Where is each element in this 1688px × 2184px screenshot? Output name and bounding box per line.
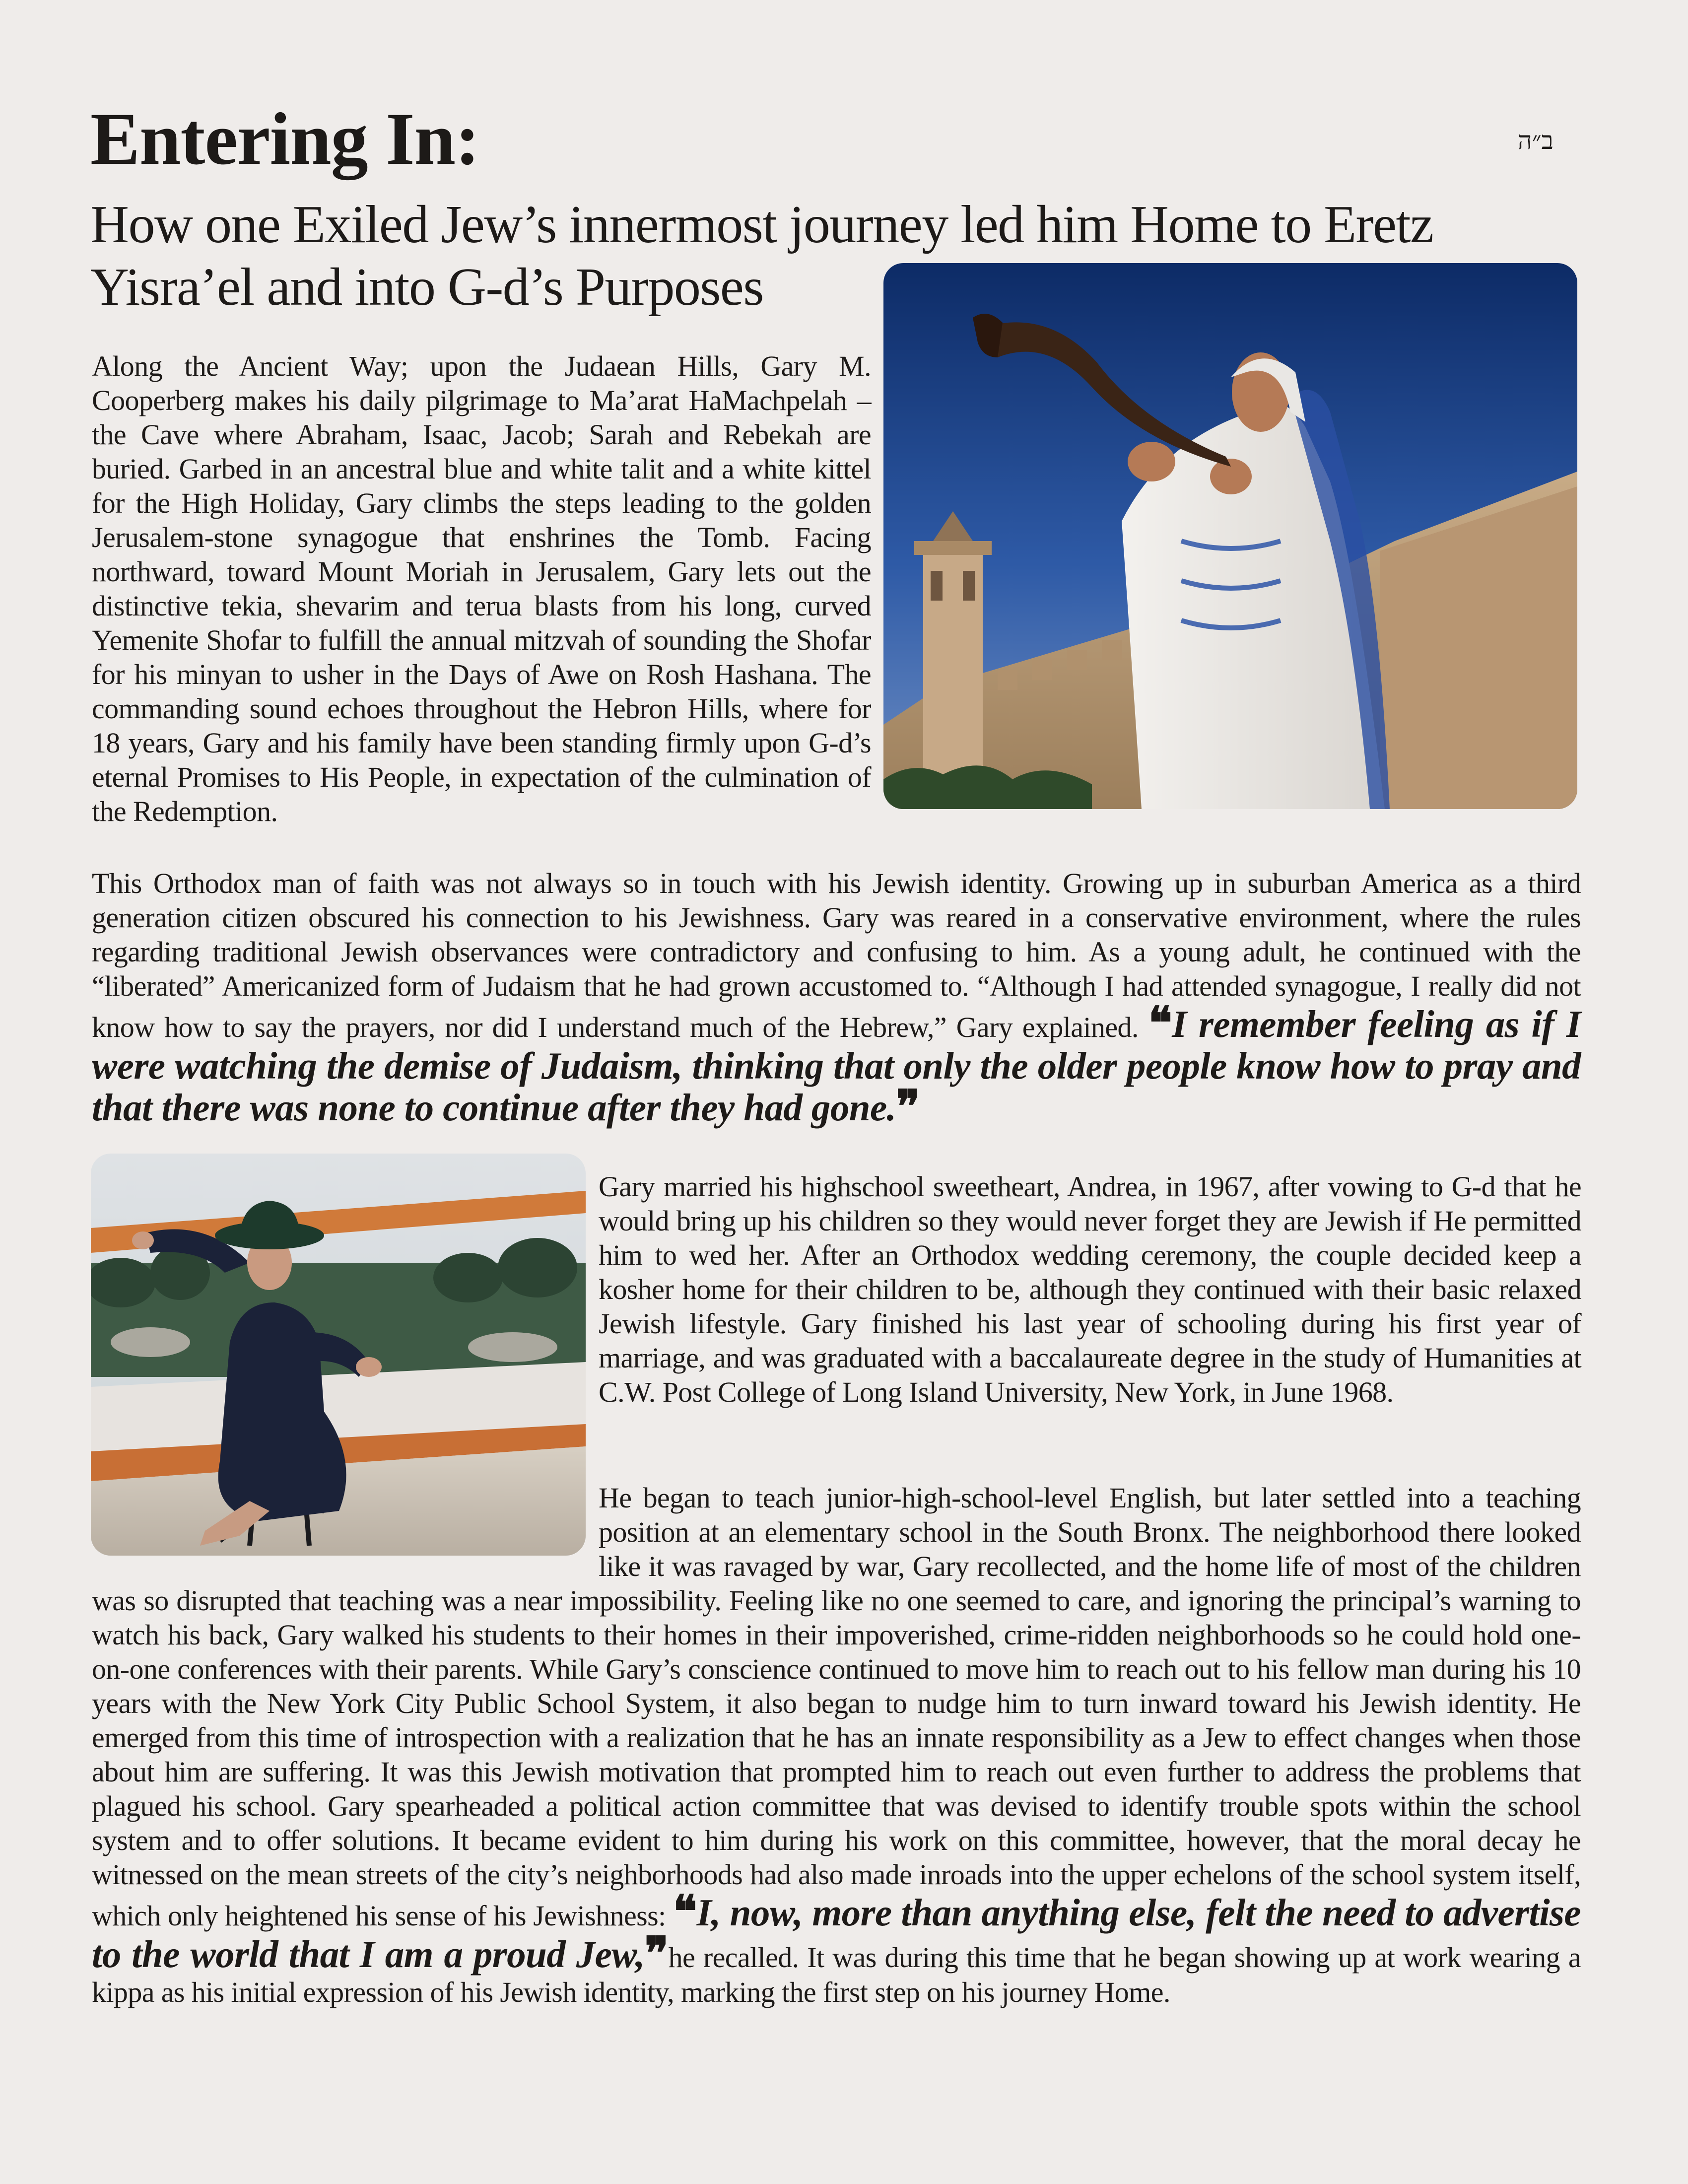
open-quote-icon: ❝ <box>673 1888 697 1937</box>
pull-quote-text: I, now, more than anything else, felt the need to advertise to the world that I am a proud Jew, <box>92 1891 1581 1976</box>
pull-quote-text: I remember feeling as if I were watching the demise of Judaism, thinking that only the older people know how to pray and that there was none to continue after they had gone. <box>92 1003 1581 1129</box>
hebrew-mark: ב״ה <box>1518 127 1553 154</box>
close-quote-icon: ❞ <box>896 1083 920 1132</box>
article-paragraph-text: He began to teach junior-high-school-level English, but later settled into a teaching position at an elementary school in the South Bronx. The neighborhood there looked like it was ravaged by war, Gary recollected, and the home life of most of the children was so disrupted that teaching was a near impossibility. Feeling like no one seemed to care, and ignoring the principal’s warning to watch his back, Gary walked his students to their homes in their impoverished, crime-ridden neighborhoods so he could hold one-on-one conferences with their parents. While Gary’s conscience continued to move him to reach out to his fellow man during his 10 years with the New York City Public School System, it also began to nudge him to turn inward toward his Jewish identity. He emerged from this time of introspection with a realization that he has an innate responsibility as a Jew to effect changes when those about him are suffering. It was this Jewish motivation that prompted him to reach out even further to address the problems that plagued his school. Gary spearheaded a political action committee that was devised to identify trouble spots within the school system and to offer solutions. It became evident to him during his work on this committee, however, that the moral decay he witnessed on the mean streets of the city’s neighborhoods had also made inroads into the upper echelons of the school system itself, which only heightened his sense of his Jewishness: <box>92 1482 1581 1932</box>
close-quote-icon: ❞ <box>644 1929 669 1979</box>
open-quote-icon: ❝ <box>1148 999 1172 1048</box>
article-paragraph: Gary married his highschool sweetheart, Andrea, in 1967, after vowing to G-d that he would bring up his children so they would never forget they are Jewish if He permitted him to wed her. After an Orthodox wedding ceremony, the couple decided keep a kosher home for their children to be, although they continued with their basic relaxed Jewish lifestyle. Gary finished his last year of schooling during his first year of marriage, and was graduated with a baccalaureate degree in the study of Humanities at C.W. Post College of Long Island University, New York, in June 1968. <box>599 1170 1581 1408</box>
shofar-photo-image <box>883 263 1577 809</box>
article-paragraph-with-quote <box>92 1481 1581 2009</box>
article-paragraph-text: he recalled. It was during this time that he began showing up at work wearing a kippa as his initial expression of his Jewish identity, marking the first step on his journey Home. <box>92 1941 1581 2008</box>
photo-spacer <box>92 1481 599 1583</box>
page-title: Entering In: <box>90 98 479 180</box>
article-paragraph-with-quote <box>92 866 1581 1132</box>
article-paragraph: Along the Ancient Way; upon the Judaean Hills, Gary M. Cooperberg makes his daily pilgrimage to Ma’arat HaMachpelah – the Cave where Abraham, Isaac, Jacob; Sarah and Rebekah are buried. Garbed in an ancestral blue and white talit and a white kittel for the High Holiday, Gary climbs the steps leading to the golden Jerusalem-stone synagogue that enshrines the Tomb. Facing northward, toward Mount Moriah in Jerusalem, Gary lets out the distinctive tekia, shevarim and terua blasts from his long, curved Yemenite Shofar to fulfill the annual mitzvah of sounding the Shofar for his minyan to usher in the Days of Awe on Rosh Hashana. The commanding sound echoes throughout the Hebron Hills, where for 18 years, Gary and his family have been standing firmly upon G-d’s eternal Promises to His People, in expectation of the culmination of the Redemption. <box>92 350 871 827</box>
article-paragraph-text: This Orthodox man of faith was not always so in touch with his Jewish identity. Growing up in suburban America as a third generation citizen obscured his connection to his Jewishness. Gary was reared in a conservative environment, where the rules regarding traditional Jewish observances were contradictory and confusing to him. As a young adult, he continued with the “liberated” Americanized form of Judaism that he had grown accustomed to. “Although I had attended synagogue, I really did not know how to say the prayers, nor did I understand much of the Hebrew,” Gary explained. <box>92 867 1581 1043</box>
page-subtitle: How one Exiled Jew’s innermost journey led him Home to Eretz Yisra’el and into G-d’s Purposes <box>90 195 1433 317</box>
shofar-photo <box>883 263 1577 809</box>
